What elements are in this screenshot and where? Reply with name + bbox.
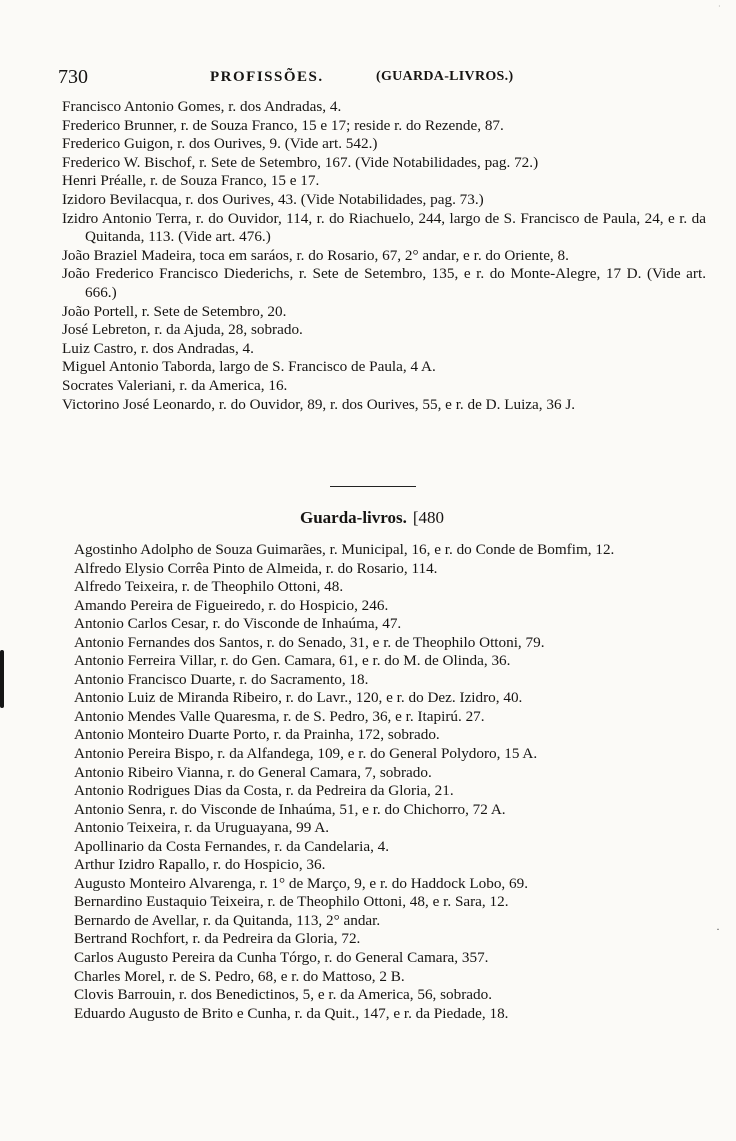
directory-entry: Luiz Castro, r. dos Andradas, 4.	[62, 339, 254, 357]
directory-entry: Agostinho Adolpho de Souza Guimarães, r. Municipal, 16, e r. do Conde de Bomfim, 12.	[74, 541, 615, 558]
directory-entry: Izidro Antonio Terra, r. do Ouvidor, 114, r. do Riachuelo, 244, largo de S. Francisco de Paula, 24, e r. da Quitanda, 113. (Vide art. 476.)	[62, 209, 706, 246]
previous-section-entries	[62, 98, 706, 414]
directory-entry: Antonio Luiz de Miranda Ribeiro, r. do Lavr., 120, e r. do Dez. Izidro, 40.	[74, 689, 523, 707]
directory-entry: Carlos Augusto Pereira da Cunha Tórgo, r. do General Camara, 357.	[74, 949, 489, 967]
directory-entry: Antonio Monteiro Duarte Porto, r. da Prainha, 172, sobrado.	[74, 726, 440, 744]
directory-entry: Miguel Antonio Taborda, largo de S. Francisco de Paula, 4 A.	[62, 358, 436, 376]
directory-entry: Eduardo Augusto de Brito e Cunha, r. da Quit., 147, e r. da Piedade, 18.	[74, 1004, 509, 1022]
directory-entry: João Portell, r. Sete de Setembro, 20.	[62, 302, 287, 320]
section-heading	[300, 508, 444, 528]
directory-entry: Augusto Monteiro Alvarenga, r. 1° de Março, 9, e r. do Haddock Lobo, 69.	[74, 874, 529, 892]
directory-entry: Antonio Mendes Valle Quaresma, r. de S. Pedro, 36, e r. Itapirú. 27.	[74, 707, 485, 725]
directory-entry: Antonio Pereira Bispo, r. da Alfandega, 109, e r. do General Polydoro, 15 A.	[74, 745, 538, 763]
margin-dot: ·	[716, 922, 720, 936]
directory-entry: Bernardo de Avellar, r. da Quitanda, 113, 2° andar.	[74, 911, 381, 929]
running-title: PROFISSÕES.	[210, 69, 324, 85]
directory-entry: Victorino José Leonardo, r. do Ouvidor, 89, r. dos Ourives, 55, e r. de D. Luiza, 36 J.	[62, 395, 576, 413]
section-count: [480	[412, 508, 445, 527]
directory-entry: João Braziel Madeira, toca em saráos, r. do Rosario, 67, 2° andar, e r. do Oriente, 8.	[62, 246, 569, 264]
directory-entry: João Frederico Francisco Diederichs, r. Sete de Setembro, 135, e r. do Monte-Alegre, 17 D. (Vide art. 666.)	[62, 265, 706, 301]
section-title: Guarda-livros.	[300, 508, 407, 527]
directory-entry: Charles Morel, r. de S. Pedro, 68, e r. do Mattoso, 2 B.	[74, 967, 405, 985]
directory-entry: José Lebreton, r. da Ajuda, 28, sobrado.	[62, 321, 303, 339]
directory-entry: Antonio Senra, r. do Visconde de Inhaúma, 51, e r. do Chichorro, 72 A.	[74, 800, 506, 818]
directory-entry: Clovis Barrouin, r. dos Benedictinos, 5, e r. da America, 56, sobrado.	[74, 986, 493, 1004]
directory-entry: Frederico Guigon, r. dos Ourives, 9. (Vide art. 542.)	[62, 135, 378, 153]
running-subtitle: (GUARDA-LIVROS.)	[376, 69, 514, 84]
directory-entry: Frederico Brunner, r. de Souza Franco, 15 e 17; reside r. do Rezende, 87.	[62, 116, 504, 134]
directory-entry: Alfredo Teixeira, r. de Theophilo Ottoni, 48.	[74, 578, 344, 596]
page-header	[58, 66, 618, 92]
directory-entry: Socrates Valeriani, r. da America, 16.	[62, 376, 288, 394]
directory-entry: Alfredo Elysio Corrêa Pinto de Almeida, r. do Rosario, 114.	[74, 559, 438, 577]
directory-entry: Francisco Antonio Gomes, r. dos Andradas, 4.	[62, 98, 342, 115]
directory-entry: Izidoro Bevilacqua, r. dos Ourives, 43. (Vide Notabilidades, pag. 73.)	[62, 190, 484, 208]
guarda-livros-entries	[74, 541, 708, 1023]
directory-entry: Antonio Ferreira Villar, r. do Gen. Camara, 61, e r. do M. de Olinda, 36.	[74, 652, 511, 670]
directory-entry: Arthur Izidro Rapallo, r. do Hospicio, 36.	[74, 856, 326, 874]
page-number: 730	[58, 66, 88, 88]
directory-entry: Antonio Carlos Cesar, r. do Visconde de Inhaúma, 47.	[74, 615, 402, 633]
margin-ink-mark	[0, 650, 4, 708]
directory-entry: Apollinario da Costa Fernandes, r. da Candelaria, 4.	[74, 837, 390, 855]
directory-entry: Antonio Francisco Duarte, r. do Sacramento, 18.	[74, 670, 369, 688]
directory-entry: Bernardino Eustaquio Teixeira, r. de Theophilo Ottoni, 48, e r. Sara, 12.	[74, 893, 509, 911]
directory-entry: Antonio Fernandes dos Santos, r. do Senado, 31, e r. de Theophilo Ottoni, 79.	[74, 633, 545, 651]
directory-entry: Amando Pereira de Figueiredo, r. do Hospicio, 246.	[74, 596, 389, 614]
directory-entry: Frederico W. Bischof, r. Sete de Setembro, 167. (Vide Notabilidades, pag. 72.)	[62, 153, 539, 171]
corner-speck: ·	[718, 2, 721, 11]
directory-entry: Antonio Teixeira, r. da Uruguayana, 99 A.	[74, 819, 330, 837]
directory-entry: Bertrand Rochfort, r. da Pedreira da Gloria, 72.	[74, 930, 361, 948]
directory-entry: Henri Préalle, r. de Souza Franco, 15 e 17.	[62, 172, 320, 190]
directory-entry: Antonio Ribeiro Vianna, r. do General Camara, 7, sobrado.	[74, 763, 432, 781]
directory-entry: Antonio Rodrigues Dias da Costa, r. da Pedreira da Gloria, 21.	[74, 782, 454, 800]
section-divider	[330, 486, 416, 487]
